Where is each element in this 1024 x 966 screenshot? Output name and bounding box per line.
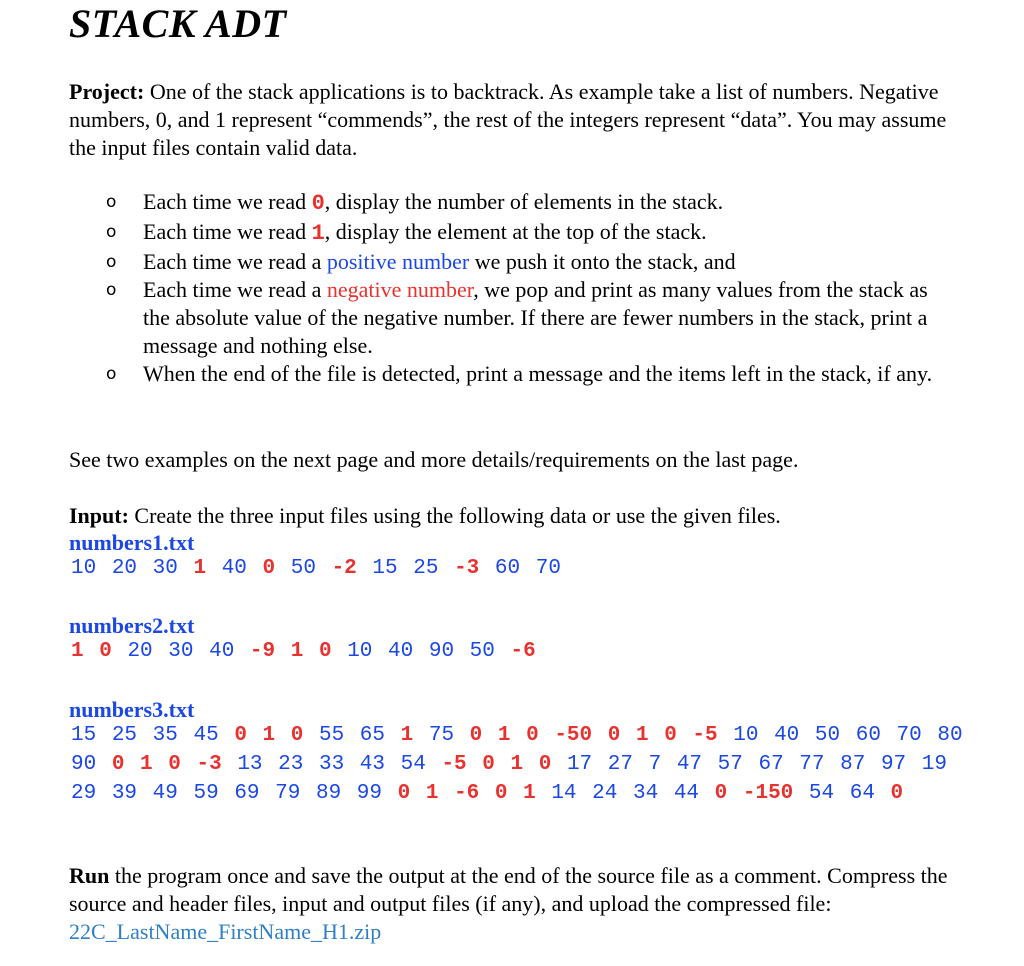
command-token: 0 [538,753,552,776]
list-item [0,360,1024,388]
command-token: 1 [71,640,84,663]
command-token: 0 [890,782,904,805]
data-token: 80 [937,724,963,747]
command-token: 1 [400,724,414,747]
command-token: 0 [318,640,332,663]
bullet-marker: o [106,280,117,300]
project-paragraph [69,78,969,162]
data-token: 10 [347,640,373,663]
data-token: 54 [400,753,426,776]
zip-filename: 22C_LastName_FirstName_H1.zip [69,919,382,944]
bullet-marker: o [106,222,117,242]
command-token: 1 [140,753,153,776]
command-token: 0 [714,782,728,805]
command-token: 0 [234,724,247,747]
data-token: 33 [318,753,345,776]
data-token: 17 [566,753,593,776]
data-token: 90 [428,640,455,663]
data-token: 27 [607,753,633,776]
command-token: 1 [425,782,439,805]
command-token: 1 [262,724,276,747]
data-token: 40 [774,724,800,747]
input-text: Create the three input files using the following data or use the given files. [134,503,781,528]
command-token: -2 [331,557,357,580]
data-token: 34 [632,782,659,805]
positive-number-term: positive number [326,249,470,274]
data-token: 23 [278,753,304,776]
command-token: 0 [482,753,495,776]
data-token: 59 [193,782,219,805]
data-token: 13 [237,753,263,776]
input-paragraph [69,502,969,530]
page-title: STACK ADT [69,1,287,46]
bullet-marker: o [106,252,117,272]
data-token: 10 [733,724,759,747]
data-token: 15 [372,557,398,580]
data-token: 60 [494,557,521,580]
command-token: -5 [692,724,718,747]
input-label: Input: [69,503,129,528]
command-token: 1 [510,753,524,776]
command-token: -3 [196,753,222,776]
data-token: 89 [315,782,342,805]
command-one: 1 [311,221,325,246]
command-token: 0 [664,724,677,747]
run-label: Run [69,863,110,888]
command-token: 1 [635,724,649,747]
data-token: 67 [758,753,784,776]
bullet-marker: o [106,364,117,384]
data-token: 60 [855,724,881,747]
data-token: 15 [71,724,97,747]
command-token: -5 [441,753,467,776]
bullet-text: When the end of the file is detected, print a message and the items left in the stack, if any. [143,361,933,386]
data-token: 57 [717,753,743,776]
list-item [0,188,1024,218]
data-token: 25 [111,724,138,747]
bullet-text: , display the number of elements in the stack. [324,189,724,214]
command-token: 1 [497,724,511,747]
data-token: 50 [290,557,316,580]
command-token: -150 [742,782,794,805]
list-item [0,248,1024,276]
bullet-text: Each time we read a [143,249,327,274]
file-data-numbers3 [71,721,971,808]
data-token: 24 [592,782,618,805]
bullet-text: , display the element at the top of the stack. [324,219,707,244]
command-token: -6 [454,782,480,805]
data-token: 99 [356,782,383,805]
list-item [0,218,1024,248]
data-token: 30 [168,640,194,663]
bullet-marker: o [106,192,117,212]
data-token: 64 [849,782,875,805]
file-name-numbers1: numbers1.txt [69,530,195,555]
command-token: 0 [262,557,276,580]
data-token: 87 [840,753,866,776]
data-token: 40 [388,640,414,663]
command-zero: 0 [311,191,325,216]
file-data-numbers2 [71,637,971,666]
command-token: -6 [510,640,536,663]
data-token: 19 [921,753,947,776]
command-token: 1 [193,557,207,580]
bullet-text: Each time we read [143,219,312,244]
bullet-text: , we pop and print as many values from the stack as the absolute value of the negative number. If there are fewer numbers in the stack, print a message and nothing else. [143,277,928,358]
bullet-text: we push it onto the stack, and [469,249,736,274]
data-token: 40 [221,557,247,580]
data-token: 30 [152,557,178,580]
data-token: 47 [676,753,703,776]
command-token: 0 [494,782,508,805]
data-token: 20 [127,640,153,663]
data-token: 55 [318,724,345,747]
command-token: -9 [249,640,276,663]
data-token: 50 [469,640,495,663]
data-token: 75 [428,724,455,747]
data-token: 39 [111,782,138,805]
data-token: 45 [193,724,219,747]
project-text: One of the stack applications is to backtrack. As example take a list of numbers. Negative numbers, 0, and 1 represent “commends”, the rest of the integers represent “data”. You may assume the input files contain valid data. [69,79,947,160]
command-token: 0 [99,640,112,663]
run-text: the program once and save the output at the end of the source file as a comment. Compress the source and header files, input and output files (if any), and upload the compressed file: [69,863,948,916]
command-token: 0 [290,724,304,747]
command-token: 0 [111,753,125,776]
command-token: 1 [290,640,304,663]
data-token: 25 [413,557,439,580]
data-token: 43 [359,753,386,776]
data-token: 7 [648,753,662,776]
command-token: -3 [454,557,480,580]
command-token: -50 [554,724,593,747]
command-token: 1 [523,782,536,805]
data-token: 69 [234,782,260,805]
list-item [0,276,1024,360]
data-token: 79 [275,782,301,805]
command-token: 0 [469,724,483,747]
see-examples-text: See two examples on the next page and more details/requirements on the last page. [69,447,799,472]
command-token: 0 [397,782,411,805]
data-token: 20 [111,557,138,580]
data-token: 70 [896,724,922,747]
data-token: 65 [359,724,386,747]
command-token: 0 [607,724,621,747]
data-token: 35 [152,724,178,747]
run-paragraph [69,862,969,946]
negative-number-term: negative number [326,277,474,302]
command-token: 0 [526,724,539,747]
file-name-numbers2: numbers2.txt [69,613,195,638]
file-name-numbers3: numbers3.txt [69,697,195,722]
data-token: 70 [535,557,561,580]
data-token: 40 [209,640,235,663]
data-token: 44 [673,782,700,805]
project-label: Project: [69,79,145,104]
data-token: 50 [814,724,841,747]
data-token: 77 [799,753,825,776]
command-token: 0 [168,753,181,776]
bullet-text: Each time we read a [143,277,327,302]
data-token: 14 [551,782,577,805]
file-data-numbers1 [71,554,971,583]
data-token: 10 [71,557,97,580]
rules-list [0,188,1024,388]
data-token: 97 [880,753,907,776]
bullet-text: Each time we read [143,189,312,214]
data-token: 29 [71,782,97,805]
data-token: 90 [71,753,97,776]
data-token: 54 [808,782,835,805]
data-token: 49 [152,782,178,805]
